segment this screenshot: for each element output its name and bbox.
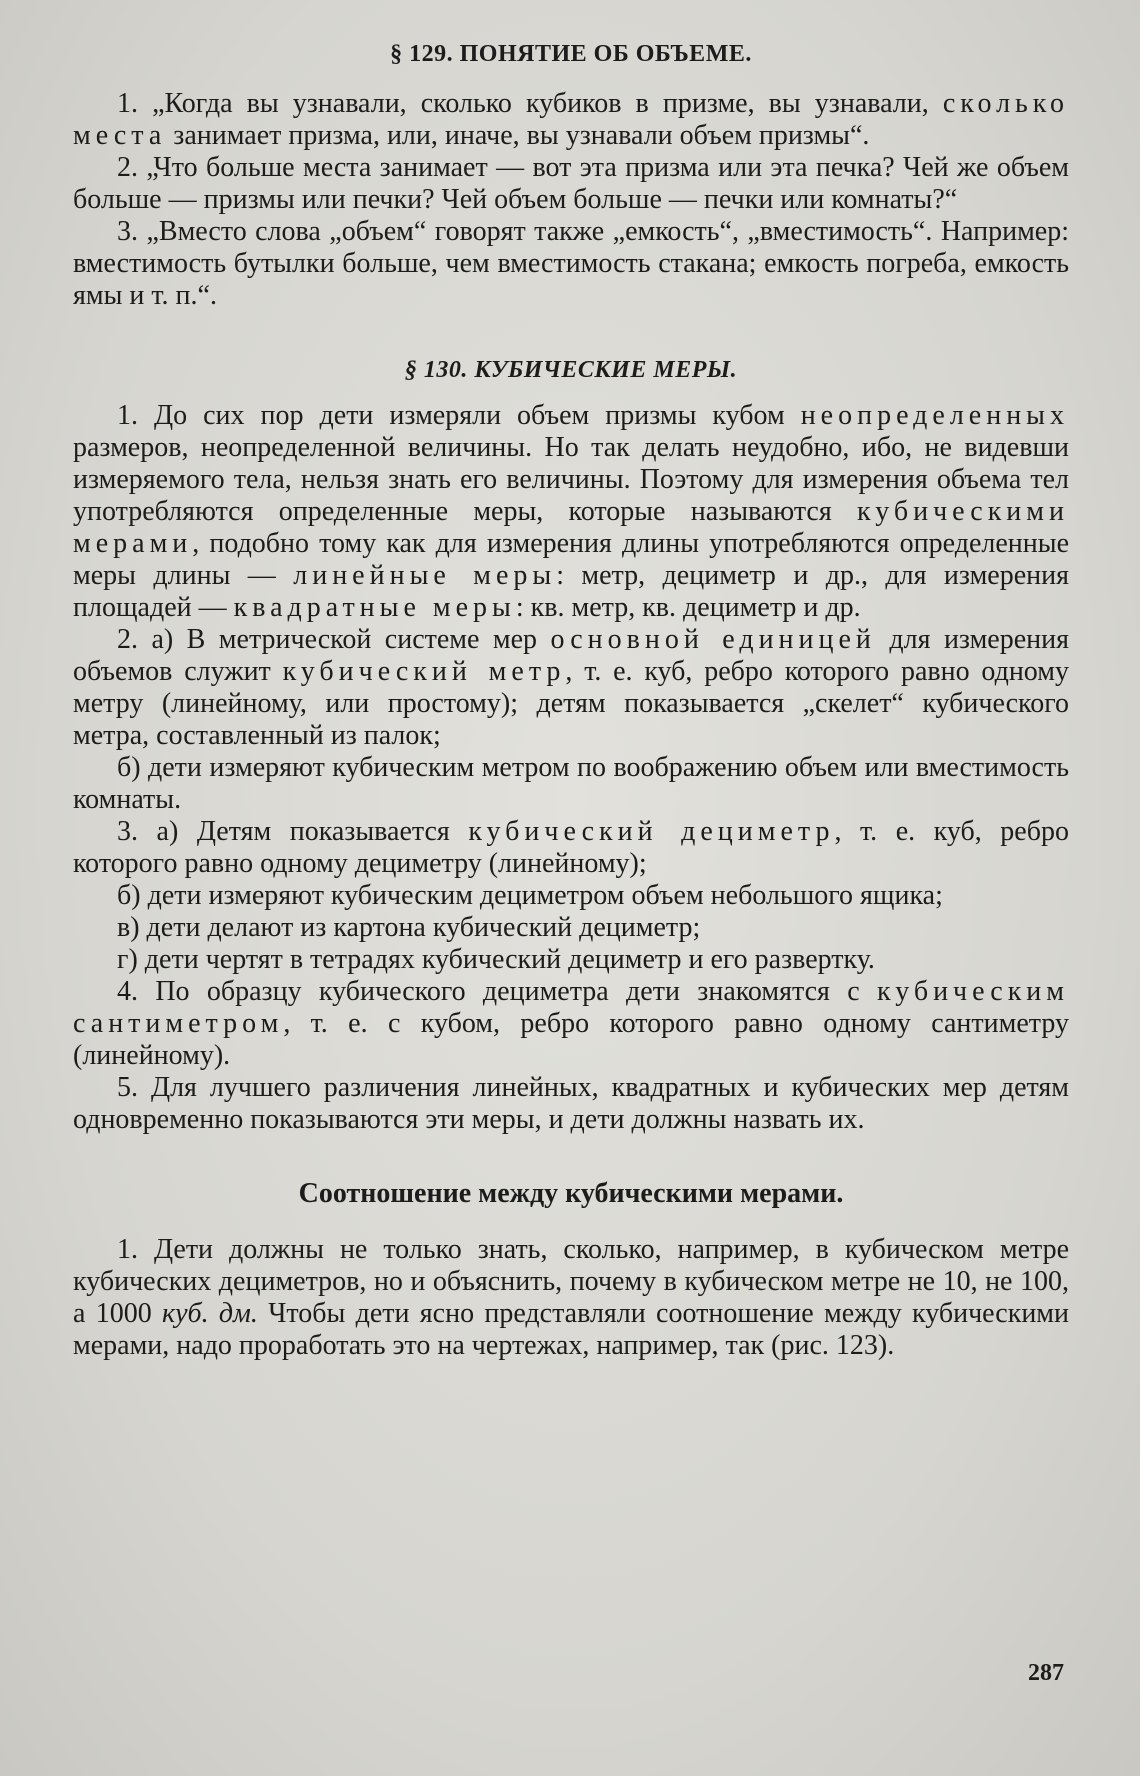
section-130 — [73, 354, 1069, 1136]
section-heading: § 130. КУБИЧЕСКИЕ МЕРЫ. — [404, 357, 738, 383]
paragraph: в) дети делают из картона кубический дециметр; — [117, 912, 701, 943]
italic-unit: куб. дм. — [162, 1298, 258, 1329]
spaced-term: квадратные меры — [233, 592, 516, 623]
paragraph: 3. „Вместо слова „объем“ говорят также „емкость“, „вместимость“. Например: вместимость бутылки больше, чем вместимость стакана; емкость погреба, емкость ямы и т. п.“. — [73, 216, 1069, 311]
paragraph: 2. а) В метрической системе мер основной единицей для измерения объемов служит кубический метр, т. е. куб, ребро которого равно одному метру (линейному, или простому); детям показывается „скелет“ кубического метра, составленный из палок; — [73, 624, 1070, 751]
section-ratio — [73, 1176, 1069, 1362]
paragraph: б) дети измеряют кубическим метром по воображению объем или вместимость комнаты. — [73, 752, 1069, 815]
spaced-term: кубический дециметр — [468, 816, 835, 847]
paragraph: 3. а) Детям показывается кубический дециметр, т. е. куб, ребро которого равно одному дециметру (линейному); — [73, 816, 1069, 879]
paragraph: 1. Дети должны не только знать, сколько, например, в кубическом метре кубических дециметров, но и объяснить, почему в кубическом метре не 10, не 100, а 1000 куб. дм. Чтобы дети ясно представляли соотношение между кубическими мерами, надо проработать это на чертежах, например, так (рис. 123). — [73, 1234, 1070, 1361]
section-129 — [73, 38, 1069, 312]
paragraph: 2. „Что больше места занимает — вот эта призма или эта печка? Чей же объем больше — призмы или печки? Чей объем больше — печки или комнаты?“ — [73, 152, 1069, 215]
paragraph: г) дети чертят в тетрадях кубический дециметр и его развертку. — [117, 944, 875, 975]
spaced-term: основной единицей — [550, 624, 876, 655]
spaced-term: сколько места — [73, 88, 1069, 151]
page-content — [73, 34, 1069, 1362]
spaced-term: кубический метр — [282, 656, 566, 687]
section-heading: § 129. ПОНЯТИЕ ОБ ОБЪЕМЕ. — [390, 41, 752, 67]
paragraph: 1. До сих пор дети измеряли объем призмы кубом неопределенных размеров, неопределенной величины. Но так делать неудобно, ибо, не видевши измеряемого тела, нельзя знать его величины. Поэтому для измерения объема тел употребляются определенные меры, которые называются кубическими мерами, подобно тому как для измерения длины употребляются определенные меры длины — линейные меры: метр, дециметр и др., для измерения площадей — квадратные меры: кв. метр, кв. дециметр и др. — [73, 400, 1069, 623]
paragraph: б) дети измеряют кубическим дециметром объем небольшого ящика; — [117, 880, 943, 911]
spaced-term: неопределенных — [800, 400, 1069, 431]
spaced-term: кубическими мерами — [73, 496, 1069, 559]
paragraph: 4. По образцу кубического дециметра дети знакомятся с кубическим сантиметром, т. е. с кубом, ребро которого равно одному сантиметру (линейному). — [73, 976, 1069, 1071]
spaced-term: кубическим сантиметром — [73, 976, 1069, 1039]
spaced-term: линейные меры — [293, 560, 557, 591]
page-number: 287 — [1028, 1660, 1064, 1686]
paragraph: 1. „Когда вы узнавали, сколько кубиков в призме, вы узнавали, сколько места занимает призма, или, иначе, вы узнавали объем призмы“. — [73, 88, 1069, 151]
section-heading: Соотношение между кубическими мерами. — [298, 1178, 844, 1209]
paragraph: 5. Для лучшего различения линейных, квадратных и кубических мер детям одновременно показываются эти меры, и дети должны назвать их. — [73, 1072, 1069, 1135]
